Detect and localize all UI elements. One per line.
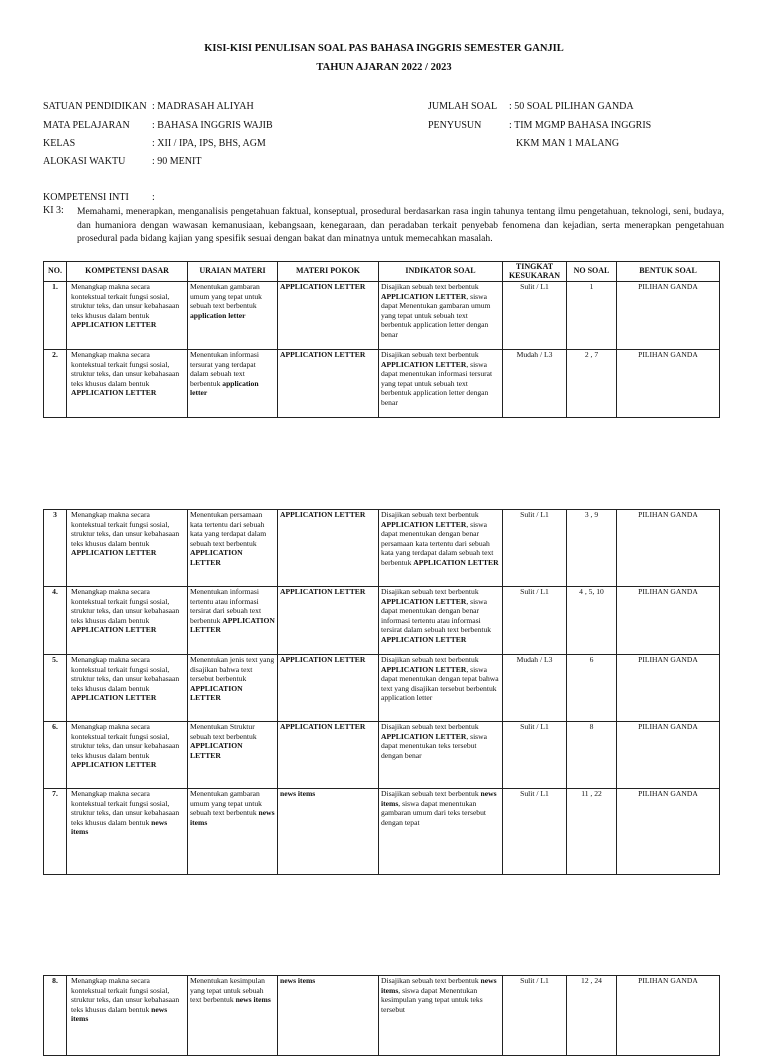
row-bentuk-soal: [617, 510, 720, 587]
row-indikator-soal-text: Disajikan sebuah text berbentuk: [381, 350, 479, 359]
row-materi-pokok: [278, 976, 379, 1056]
row-indikator-soal: [379, 655, 503, 722]
header-bentuk-soal: BENTUK SOAL: [617, 262, 720, 282]
row-uraian-materi-text: Menentukan kesimpulan yang tepat untuk sebuah text berbentuk: [190, 976, 265, 1005]
row-indikator-soal-text: , siswa dapat menentukan dengan benar informasi tertentu atau informasi tersirat dalam sebuah text berbentuk: [381, 596, 492, 635]
row-materi-pokok: [278, 655, 379, 722]
info-value: : 50 SOAL PILIHAN GANDA: [509, 101, 634, 112]
row-uraian-materi-bold: APPLICATION LETTER: [190, 615, 275, 635]
row-kompetensi-dasar-text: Menangkap makna secara kontekstual terkait fungsi sosial, struktur teks, dan unsur kebahasaan teks khusus dalam bentuk: [71, 722, 180, 760]
row-uraian-materi: [188, 722, 278, 789]
row-indikator-soal-text: Disajikan sebuah text berbentuk: [381, 510, 479, 519]
row-indikator-soal-text: Disajikan sebuah text berbentuk: [381, 722, 479, 731]
info-value: : XII / IPA, IPS, BHS, AGM: [152, 138, 266, 149]
row-uraian-materi: [188, 587, 278, 655]
row-bentuk-soal-text: PILIHAN GANDA: [638, 282, 698, 291]
row-no-soal: [567, 587, 617, 655]
info-label: PENYUSUN: [428, 120, 482, 131]
row-bentuk-soal: [617, 587, 720, 655]
row-tingkat-kesukaran: [503, 350, 567, 418]
header-no-soal: NO SOAL: [567, 262, 617, 282]
table-row: [44, 976, 720, 1056]
row-no-soal-text: 4 , 5, 10: [579, 587, 604, 596]
row-no-soal-text: 12 , 24: [581, 976, 602, 985]
row-indikator-soal-bold: APPLICATION LETTER: [381, 291, 467, 301]
info-label: KELAS: [43, 138, 76, 149]
row-kompetensi-dasar: [67, 976, 188, 1056]
document-subtitle: TAHUN AJARAN 2022 / 2023: [316, 62, 452, 73]
row-uraian-materi-bold: APPLICATION LETTER: [190, 548, 243, 567]
row-tingkat-kesukaran-text: Sulit / L1: [520, 587, 549, 596]
row-no-text: 6.: [52, 722, 58, 731]
row-materi-pokok-bold: APPLICATION LETTER: [280, 282, 366, 291]
row-indikator-soal-bold: APPLICATION LETTER: [381, 664, 467, 674]
row-indikator-soal: [379, 282, 503, 350]
row-no-soal-text: 6: [589, 655, 594, 664]
row-uraian-materi-text: Menentukan persamaan kata tertentu dari sebuah kata yang terdapat dalam sebuah text berbentuk: [190, 510, 267, 548]
row-bentuk-soal: [617, 655, 720, 722]
row-no-soal-text: 2 , 7: [584, 350, 599, 359]
row-indikator-soal-bold: news items: [381, 789, 497, 808]
row-uraian-materi-bold: news items: [235, 995, 271, 1005]
row-kompetensi-dasar: [67, 282, 188, 350]
table-row: [44, 350, 720, 418]
row-bentuk-soal-text: PILIHAN GANDA: [638, 655, 698, 664]
row-no-soal-text: 8: [589, 722, 594, 731]
row-no: [44, 350, 67, 418]
row-indikator-soal-bold: APPLICATION LETTER: [413, 557, 499, 567]
row-tingkat-kesukaran-text: Sulit / L1: [520, 510, 549, 519]
row-uraian-materi-text: Menentukan Struktur sebuah text berbentuk: [190, 722, 257, 741]
row-materi-pokok: [278, 510, 379, 587]
info-label: JUMLAH SOAL: [428, 101, 498, 112]
row-no: [44, 510, 67, 587]
row-uraian-materi-text: Menentukan informasi tertentu atau informasi tersirat dari sebuah text berbentuk: [190, 587, 262, 625]
row-no-soal: [567, 350, 617, 418]
kisi-table: [43, 261, 720, 418]
row-indikator-soal-text: , siswa dapat Menentukan kesimpulan yang tepat untuk teks tersebut: [381, 985, 483, 1014]
row-uraian-materi: [188, 510, 278, 587]
row-kompetensi-dasar: [67, 789, 188, 875]
row-bentuk-soal-text: PILIHAN GANDA: [638, 510, 698, 519]
row-no-soal-text: 3 , 9: [584, 510, 599, 519]
row-bentuk-soal-text: PILIHAN GANDA: [638, 789, 698, 798]
row-no-text: 4.: [52, 587, 58, 596]
row-tingkat-kesukaran-text: Sulit / L1: [520, 976, 549, 985]
row-uraian-materi: [188, 282, 278, 350]
row-kompetensi-dasar-text: Menangkap makna secara kontekstual terkait fungsi sosial, struktur teks, dan unsur kebahasaan teks khusus dalam bentuk: [71, 655, 180, 693]
header-no: NO.: [44, 262, 67, 282]
info-value: : TIM MGMP BAHASA INGGRIS: [509, 120, 652, 131]
row-indikator-soal-bold: news items: [381, 976, 497, 995]
row-uraian-materi: [188, 789, 278, 875]
row-uraian-materi-bold: APPLICATION LETTER: [190, 683, 243, 703]
info-value: : MADRASAH ALIYAH: [152, 101, 254, 112]
table-row: [44, 587, 720, 655]
row-materi-pokok: [278, 350, 379, 418]
row-tingkat-kesukaran: [503, 655, 567, 722]
row-tingkat-kesukaran: [503, 282, 567, 350]
row-indikator-soal-text: Disajikan sebuah text berbentuk: [381, 789, 481, 798]
row-kompetensi-dasar-bold: news items: [71, 1004, 168, 1024]
row-uraian-materi-bold: application letter: [190, 378, 259, 398]
info-value: KKM MAN 1 MALANG: [516, 138, 620, 149]
row-indikator-soal-bold: APPLICATION LETTER: [381, 731, 467, 741]
row-uraian-materi-bold: application letter: [190, 310, 246, 320]
row-bentuk-soal: [617, 722, 720, 789]
row-materi-pokok-bold: APPLICATION LETTER: [280, 722, 366, 731]
row-kompetensi-dasar-bold: APPLICATION LETTER: [71, 320, 157, 330]
row-indikator-soal-text: , siswa dapat Menentukan gambaran umum yang tepat untuk sebuah text berbentuk application letter dengan benar: [381, 291, 491, 339]
row-tingkat-kesukaran-text: Sulit / L1: [520, 789, 549, 798]
row-no: [44, 655, 67, 722]
row-indikator-soal-bold: APPLICATION LETTER: [381, 634, 467, 644]
row-tingkat-kesukaran: [503, 587, 567, 655]
row-no: [44, 282, 67, 350]
row-materi-pokok-bold: APPLICATION LETTER: [280, 350, 366, 359]
row-kompetensi-dasar: [67, 655, 188, 722]
row-indikator-soal-text: , siswa dapat menentukan dengan benar persamaan kata tertentu dari sebuah kata yang terdapat dalam sebuah text berbentuk: [381, 519, 494, 567]
row-indikator-soal: [379, 976, 503, 1056]
row-bentuk-soal-text: PILIHAN GANDA: [638, 976, 698, 985]
table-row: [44, 655, 720, 722]
row-no-text: 3: [53, 510, 57, 519]
row-no-text: 1.: [52, 282, 58, 291]
row-indikator-soal: [379, 510, 503, 587]
row-tingkat-kesukaran-text: Sulit / L1: [520, 282, 549, 291]
row-tingkat-kesukaran: [503, 976, 567, 1056]
row-indikator-soal-text: Disajikan sebuah text berbentuk: [381, 282, 479, 291]
row-indikator-soal: [379, 350, 503, 418]
info-label: ALOKASI WAKTU: [43, 156, 126, 167]
row-indikator-soal-text: , siswa dapat menentukan gambaran umum dari teks tersebut dengan tepat: [381, 798, 487, 827]
row-uraian-materi: [188, 976, 278, 1056]
row-materi-pokok: [278, 722, 379, 789]
row-kompetensi-dasar: [67, 350, 188, 418]
row-no-text: 8.: [52, 976, 58, 985]
row-no-soal-text: 1: [589, 282, 594, 291]
row-uraian-materi-bold: news items: [190, 808, 275, 827]
row-indikator-soal-bold: APPLICATION LETTER: [381, 519, 467, 529]
table-row: [44, 282, 720, 350]
row-no: [44, 587, 67, 655]
table-header-row: [44, 262, 720, 282]
row-uraian-materi-text: Menentukan informasi tersurat yang terdapat dalam sebuah text berbentuk: [190, 350, 259, 388]
row-tingkat-kesukaran: [503, 510, 567, 587]
row-no-soal: [567, 510, 617, 587]
row-no-text: 5.: [52, 655, 58, 664]
row-indikator-soal-text: , siswa dapat menentukan informasi tersurat yang tepat untuk sebuah text berbentuk application letter dengan benar: [381, 359, 493, 407]
row-no: [44, 789, 67, 875]
row-uraian-materi-text: Menentukan gambaran umum yang tepat untuk sebuah text berbentuk: [190, 789, 262, 818]
row-uraian-materi-bold: APPLICATION LETTER: [190, 741, 243, 760]
row-tingkat-kesukaran-text: Mudah / L3: [516, 655, 553, 664]
kisi-table: [43, 509, 720, 875]
row-kompetensi-dasar-text: Menangkap makna secara kontekstual terkait fungsi sosial, struktur teks, dan unsur kebahasaan teks khusus dalam bentuk: [71, 350, 180, 388]
row-kompetensi-dasar: [67, 722, 188, 789]
table-row: [44, 789, 720, 875]
row-indikator-soal-text: Disajikan sebuah text berbentuk: [381, 655, 479, 664]
row-bentuk-soal-text: PILIHAN GANDA: [638, 722, 698, 731]
row-uraian-materi-text: Menentukan gambaran umum yang tepat untuk sebuah text berbentuk: [190, 282, 262, 311]
row-tingkat-kesukaran-text: Mudah / L3: [516, 350, 553, 359]
row-kompetensi-dasar: [67, 587, 188, 655]
table-row: [44, 510, 720, 587]
row-bentuk-soal-text: PILIHAN GANDA: [638, 350, 698, 359]
document-title: KISI-KISI PENULISAN SOAL PAS BAHASA INGGRIS SEMESTER GANJIL: [204, 43, 564, 54]
row-indikator-soal: [379, 587, 503, 655]
row-no-soal: [567, 976, 617, 1056]
row-no-soal: [567, 789, 617, 875]
row-no-text: 2.: [52, 350, 58, 359]
row-no-soal: [567, 722, 617, 789]
row-kompetensi-dasar-bold: APPLICATION LETTER: [71, 693, 157, 703]
header-uraian-materi: URAIAN MATERI: [188, 262, 278, 282]
info-label: MATA PELAJARAN: [43, 120, 130, 131]
row-kompetensi-dasar-text: Menangkap makna secara kontekstual terkait fungsi sosial, struktur teks, dan unsur kebahasaan teks khusus dalam bentuk: [71, 789, 180, 827]
kisi-table: [43, 975, 720, 1056]
row-kompetensi-dasar: [67, 510, 188, 587]
row-materi-pokok-bold: APPLICATION LETTER: [280, 587, 366, 596]
row-kompetensi-dasar-text: Menangkap makna secara kontekstual terkait fungsi sosial, struktur teks, dan unsur kebahasaan teks khusus dalam bentuk: [71, 976, 180, 1014]
row-materi-pokok: [278, 789, 379, 875]
header-indikator-soal: INDIKATOR SOAL: [379, 262, 503, 282]
row-materi-pokok-bold: APPLICATION LETTER: [280, 510, 366, 519]
ki-3-label: KI 3:: [43, 205, 64, 216]
row-no-soal: [567, 655, 617, 722]
row-kompetensi-dasar-bold: APPLICATION LETTER: [71, 388, 157, 398]
row-indikator-soal-text: Disajikan sebuah text berbentuk: [381, 587, 479, 596]
row-indikator-soal-bold: APPLICATION LETTER: [381, 359, 467, 369]
row-bentuk-soal: [617, 282, 720, 350]
row-bentuk-soal: [617, 350, 720, 418]
row-indikator-soal-text: Disajikan sebuah text berbentuk: [381, 976, 481, 985]
row-materi-pokok-bold: news items: [280, 976, 316, 985]
row-materi-pokok: [278, 282, 379, 350]
row-bentuk-soal-text: PILIHAN GANDA: [638, 587, 698, 596]
ki-3-text: Memahami, menerapkan, menganalisis pengetahuan faktual, konseptual, prosedural berdasarkan rasa ingin tahunya tentang ilmu pengetahuan, teknologi, seni, budaya, dan humaniora dengan wawasan kemanusiaan, kebangsaan, kenegaraan, dan peradaban terkait penyebab fenomena dan kejadian, serta menerapkan pengetahuan prosedural pada bidang kajian yang spesifik sesuai dengan bakat dan minatnya untuk memecahkan masalah.: [77, 206, 724, 245]
row-bentuk-soal: [617, 976, 720, 1056]
row-materi-pokok-bold: APPLICATION LETTER: [280, 655, 366, 664]
row-uraian-materi: [188, 655, 278, 722]
row-kompetensi-dasar-text: Menangkap makna secara kontekstual terkait fungsi sosial, struktur teks, dan unsur kebahasaan teks khusus dalam bentuk: [71, 510, 180, 548]
header-materi-pokok: MATERI POKOK: [278, 262, 379, 282]
row-no-soal-text: 11 , 22: [581, 789, 602, 798]
row-indikator-soal-bold: APPLICATION LETTER: [381, 596, 467, 606]
row-materi-pokok: [278, 587, 379, 655]
row-no-text: 7.: [52, 789, 58, 798]
kompetensi-inti-colon: :: [152, 192, 155, 203]
row-kompetensi-dasar-bold: APPLICATION LETTER: [71, 625, 157, 635]
info-label: SATUAN PENDIDIKAN: [43, 101, 147, 112]
table-row: [44, 722, 720, 789]
info-value: : 90 MENIT: [152, 156, 202, 167]
row-bentuk-soal: [617, 789, 720, 875]
row-no-soal: [567, 282, 617, 350]
info-value: : BAHASA INGGRIS WAJIB: [152, 120, 273, 131]
row-kompetensi-dasar-bold: APPLICATION LETTER: [71, 760, 157, 770]
row-indikator-soal-text: , siswa dapat menentukan teks tersebut dengan benar: [381, 731, 487, 760]
row-uraian-materi-text: Menentukan jenis text yang disajikan bahwa text tersebut berbentuk: [190, 655, 275, 684]
row-kompetensi-dasar-text: Menangkap makna secara kontekstual terkait fungsi sosial, struktur teks, dan unsur kebahasaan teks khusus dalam bentuk: [71, 587, 180, 625]
row-kompetensi-dasar-text: Menangkap makna secara kontekstual terkait fungsi sosial, struktur teks, dan unsur kebahasaan teks khusus dalam bentuk: [71, 282, 180, 320]
row-no: [44, 976, 67, 1056]
row-materi-pokok-bold: news items: [280, 789, 316, 798]
row-no: [44, 722, 67, 789]
row-uraian-materi: [188, 350, 278, 418]
row-tingkat-kesukaran: [503, 722, 567, 789]
row-indikator-soal: [379, 789, 503, 875]
row-tingkat-kesukaran: [503, 789, 567, 875]
row-kompetensi-dasar-bold: news items: [71, 817, 168, 837]
row-indikator-soal-text: , siswa dapat menentukan dengan tepat bahwa text yang disajikan tersebut berbentuk application letter: [381, 664, 499, 703]
row-indikator-soal: [379, 722, 503, 789]
header-tingkat-kesukaran: TINGKAT KESUKARAN: [503, 262, 567, 282]
row-tingkat-kesukaran-text: Sulit / L1: [520, 722, 549, 731]
header-kompetensi-dasar: KOMPETENSI DASAR: [67, 262, 188, 282]
row-kompetensi-dasar-bold: APPLICATION LETTER: [71, 548, 157, 558]
kompetensi-inti-label: KOMPETENSI INTI: [43, 192, 129, 203]
